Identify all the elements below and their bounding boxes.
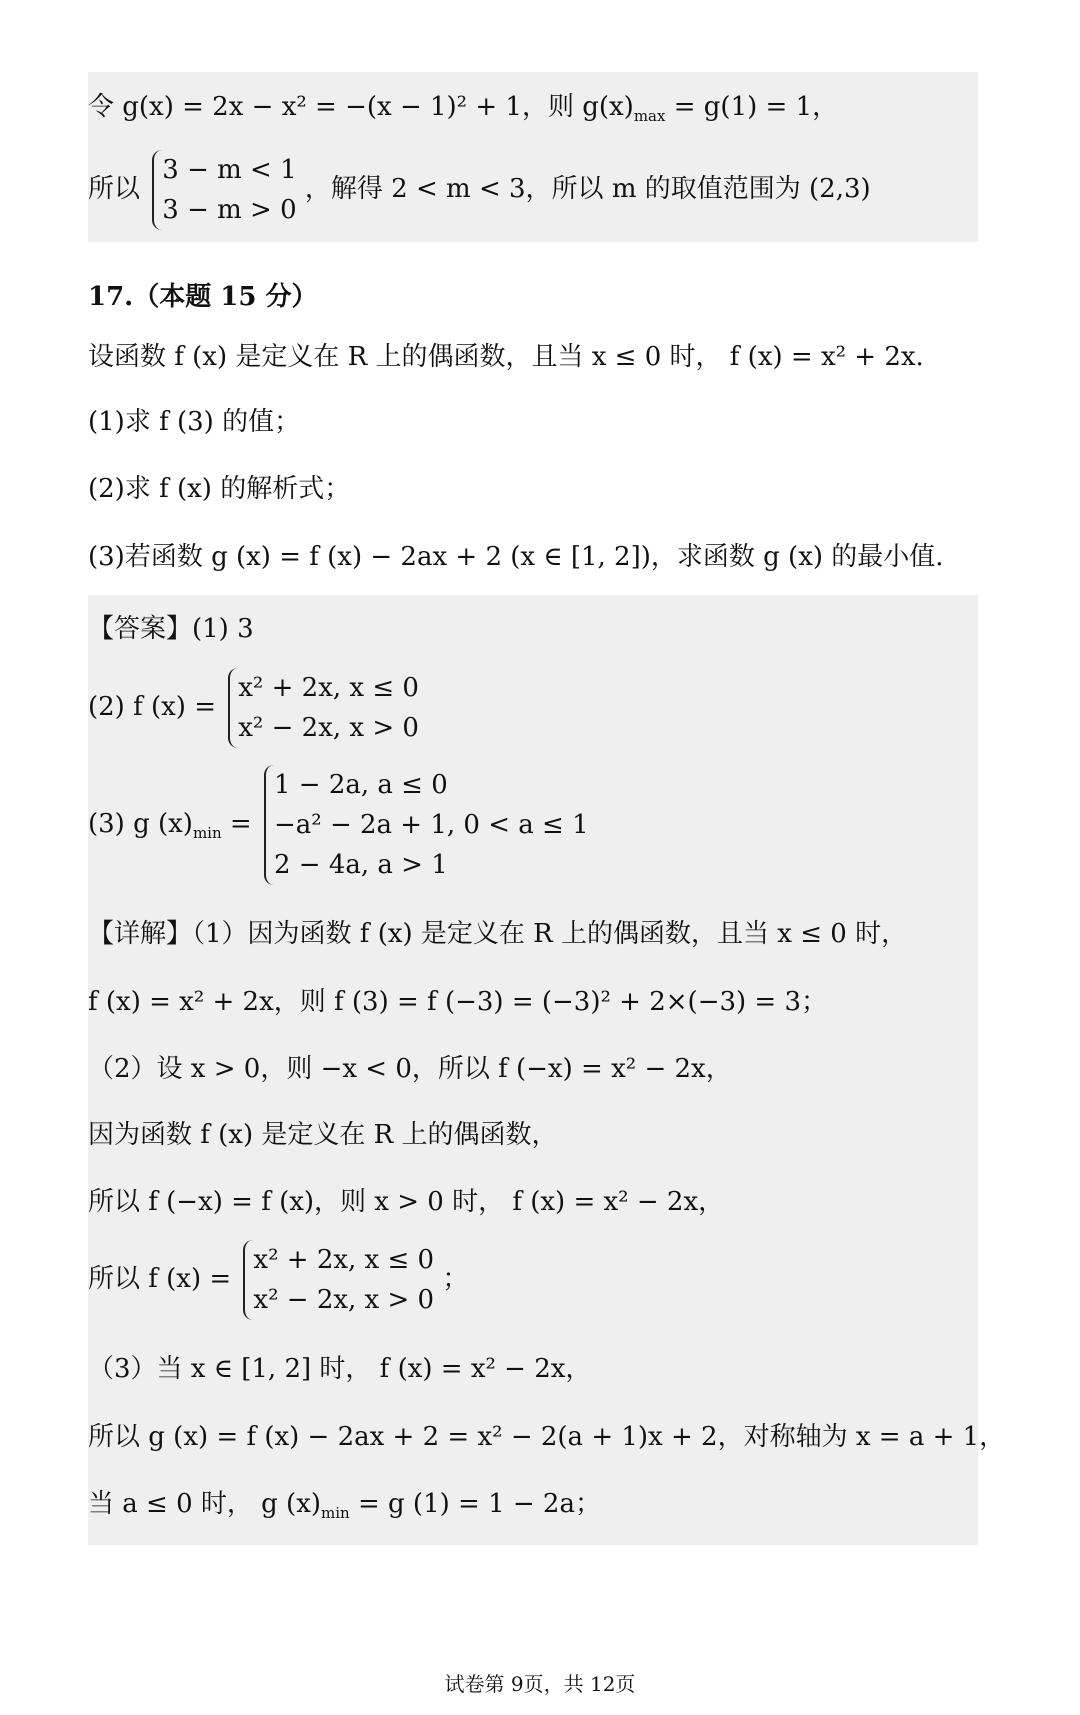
solution-line-6: 所以 f (x) = x² + 2x, x ≤ 0 x² − 2x, x > 0 ； [88, 1240, 468, 1320]
solution-line-2: f (x) = x² + 2x，则 f (3) = f (−3) = (−3)² + 2×(−3) = 3； [88, 987, 828, 1017]
page-footer: 试卷第 9页，共 12页 [444, 1672, 636, 1696]
answer-3: (3) g $(x)_{min}$ = 1 − 2a, a ≤ 0 −a² − 2a + 1, 0 < a ≤ 1 2 − 4a, a > 1 [88, 765, 589, 885]
case-brace: x² + 2x, x ≤ 0 x² − 2x, x > 0 [228, 668, 419, 748]
answer-2: (2) f (x) = x² + 2x, x ≤ 0 x² − 2x, x > 0 [88, 668, 419, 748]
solution-line-4: 因为函数 f (x) 是定义在 R 上的偶函数， [88, 1120, 558, 1150]
problem-stem: 设函数 f (x) 是定义在 R 上的偶函数，且当 x ≤ 0 时， f (x) = x² + 2x. [88, 342, 924, 372]
solution-line-7: （3）当 x ∈ [1, 2] 时， f (x) = x² − 2x， [88, 1354, 592, 1384]
case-brace: 1 − 2a, a ≤ 0 −a² − 2a + 1, 0 < a ≤ 1 2 − 4a, a > 1 [264, 765, 589, 885]
answer-1: 【答案】(1) 3 [88, 614, 254, 644]
solution-line-1: 【详解】（1）因为函数 f (x) 是定义在 R 上的偶函数，且当 x ≤ 0 时， [88, 919, 908, 949]
question-3: (3)若函数 g (x) = f (x) − 2ax + 2 (x ∈ [1, 2])，求函数 g (x) 的最小值. [88, 542, 944, 572]
question-2: (2)求 f (x) 的解析式； [88, 474, 351, 504]
problem-header: 17.（本题 15 分） [88, 282, 318, 312]
solution-line-5: 所以 f (−x) = f (x)，则 x > 0 时， f (x) = x² − 2x， [88, 1187, 725, 1217]
case-brace: 3 − m < 1 3 − m > 0 [152, 150, 296, 230]
case-brace: x² + 2x, x ≤ 0 x² − 2x, x > 0 [243, 1240, 434, 1320]
prev-solution-line-2: 所以 3 − m < 1 3 − m > 0 ，解得 2 < m < 3，所以 m 的取值范围为 (2,3) [88, 150, 871, 230]
solution-line-8: 所以 g (x) = f (x) − 2ax + 2 = x² − 2(a + 1)x + 2，对称轴为 x = a + 1， [88, 1422, 1006, 1452]
solution-line-3: （2）设 x > 0，则 −x < 0，所以 f (−x) = x² − 2x， [88, 1054, 732, 1084]
prev-solution-line-1: 令 g(x) = 2x − x² = −(x − 1)² + 1，则 $g(x)_{max} = g(1) = 1$， [88, 92, 839, 125]
solution-line-9: 当 a ≤ 0 时， g $(x)_{min} = g$ (1) = 1 − 2a； [88, 1489, 601, 1522]
question-1: (1)求 f (3) 的值； [88, 407, 301, 437]
